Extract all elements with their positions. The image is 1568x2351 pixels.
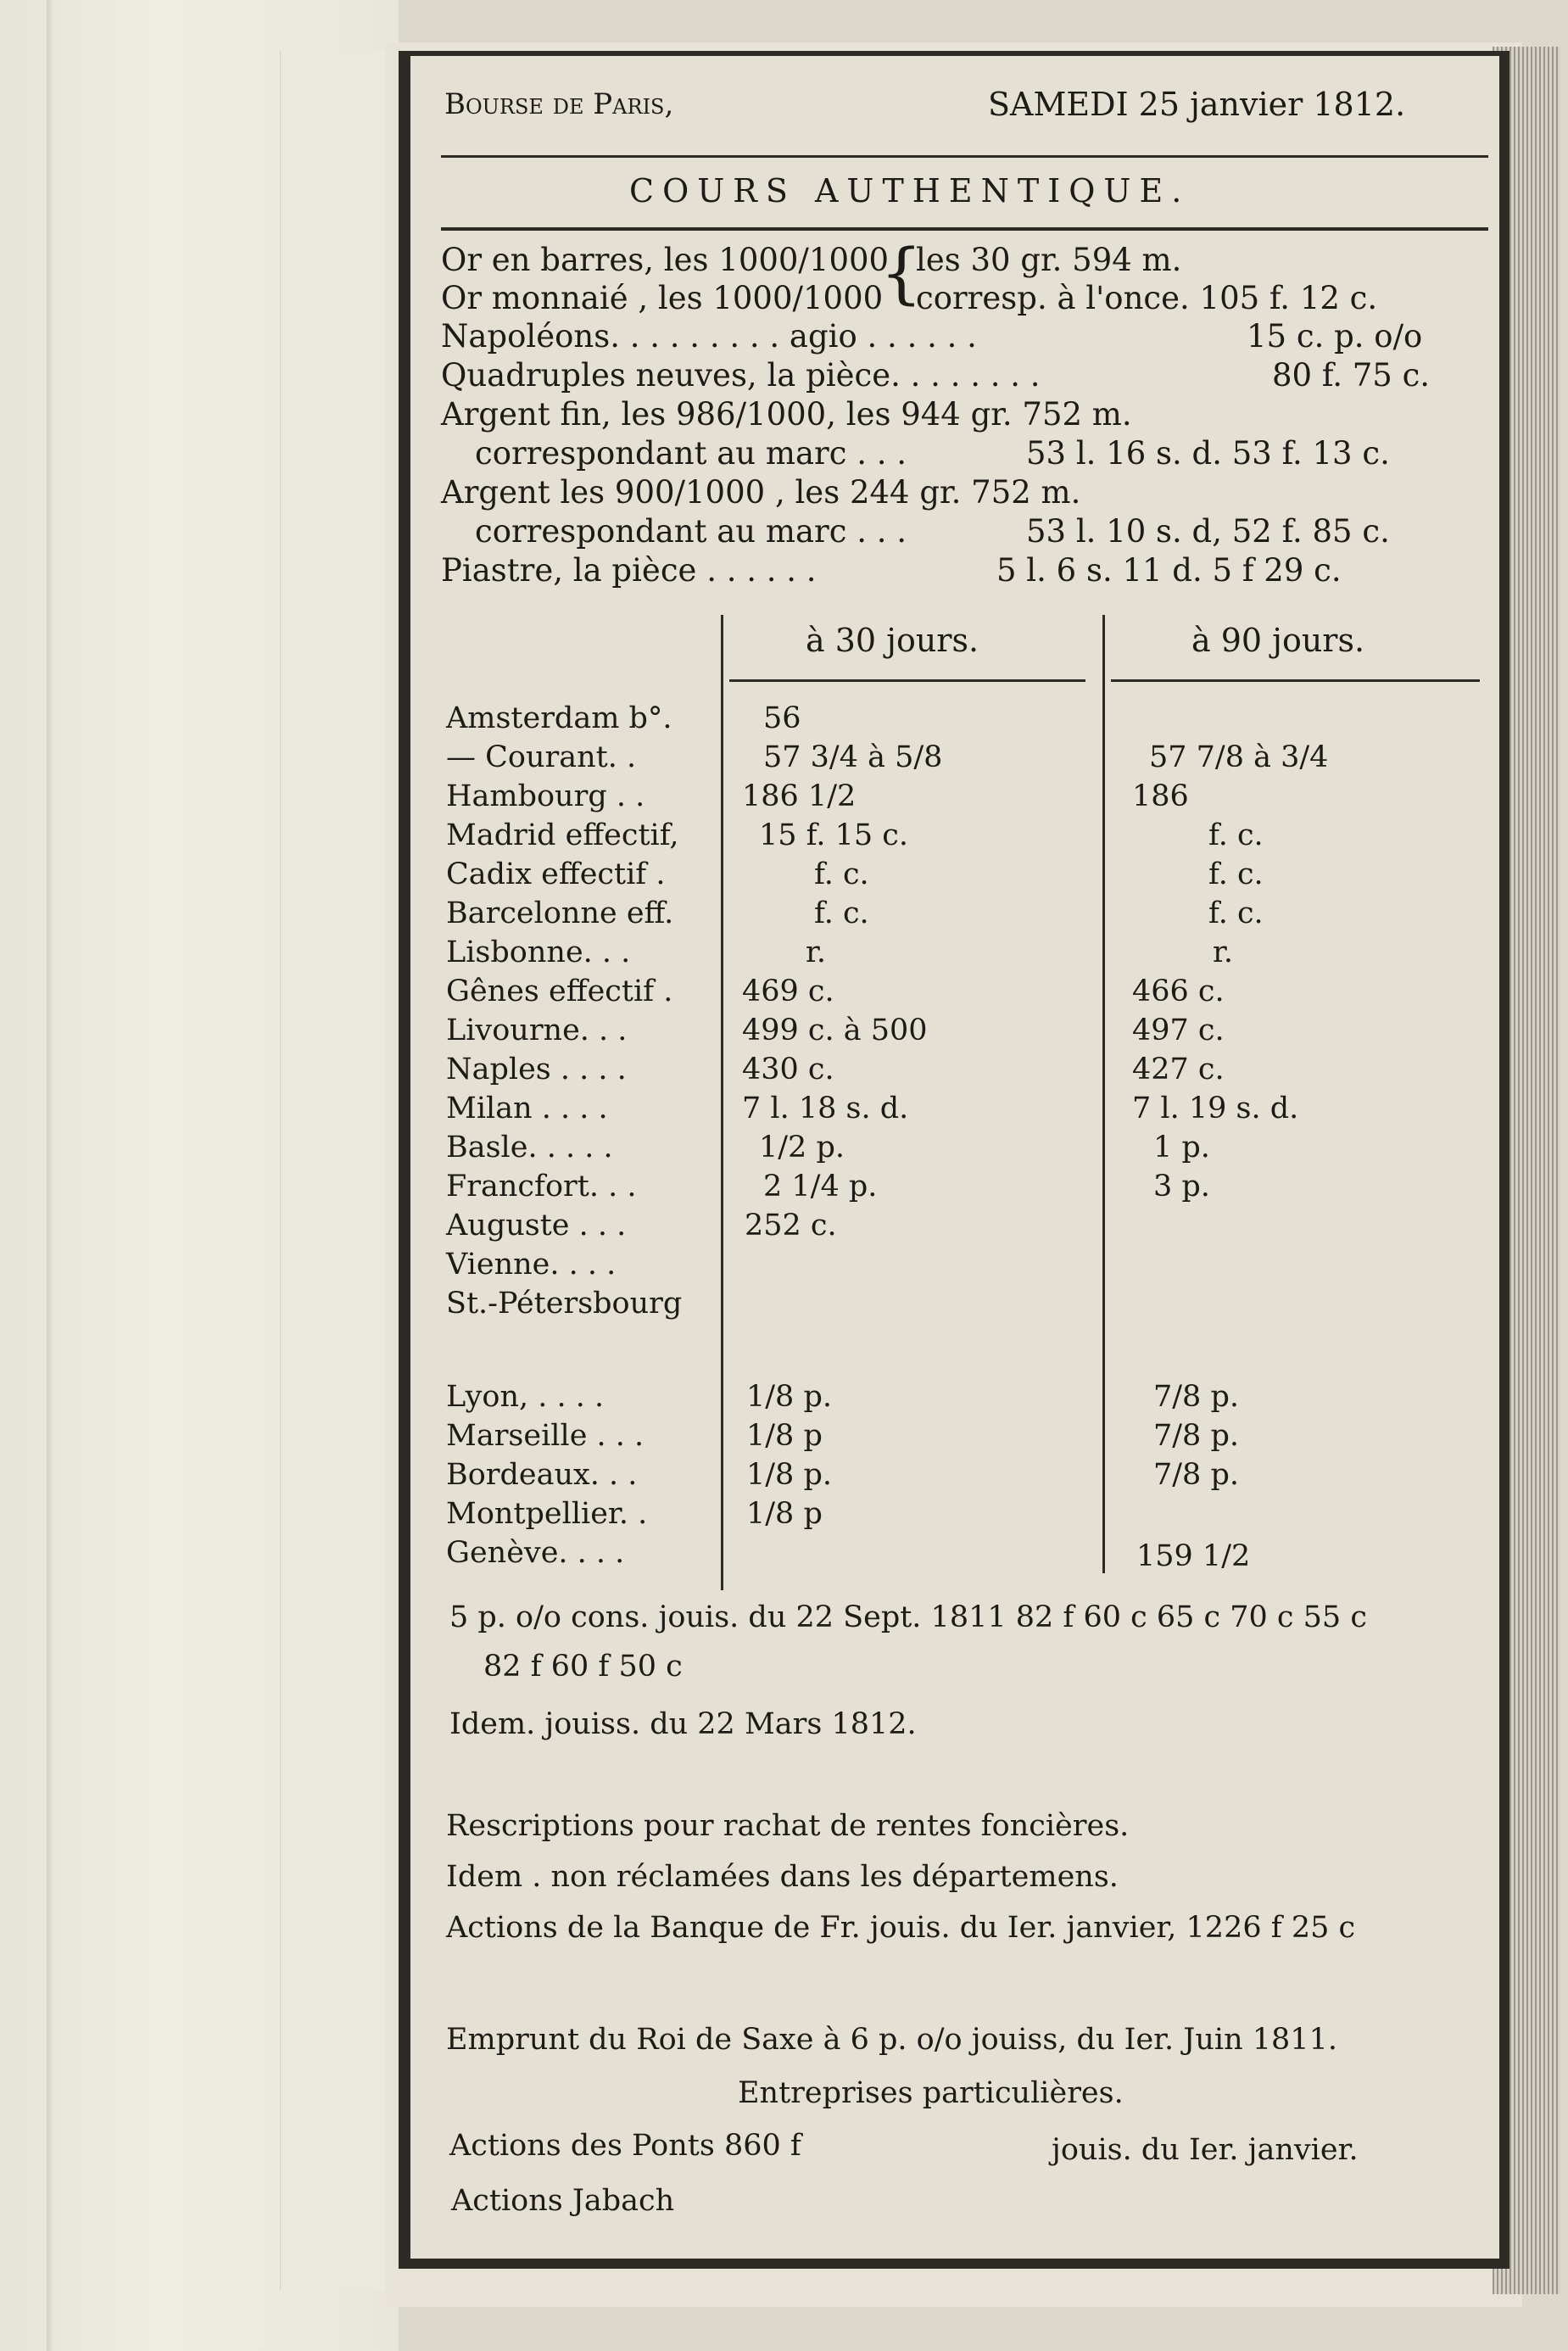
exchange-place: Francfort. . . xyxy=(446,1170,637,1203)
exchange-place: Gênes effectif . xyxy=(446,974,673,1008)
domestic-place: Bordeaux. . . xyxy=(446,1458,638,1492)
exchange-place: Milan . . . . xyxy=(446,1092,608,1125)
domestic-90: 7/8 p. xyxy=(1153,1458,1239,1492)
exchange-30: f. c. xyxy=(814,857,869,891)
exchange-90: 3 p. xyxy=(1153,1170,1210,1203)
metals-value: corresp. à l'once. 105 f. 12 c. xyxy=(916,280,1378,316)
exchange-30: 57 3/4 à 5/8 xyxy=(763,740,943,774)
col-30-header: à 30 jours. xyxy=(806,622,979,659)
metals-value: 53 l. 16 s. d. 53 f. 13 c. xyxy=(1026,435,1390,472)
exchange-30: 499 c. à 500 xyxy=(742,1014,928,1047)
exchange-place: Madrid effectif, xyxy=(446,818,679,852)
exchange-30: r. xyxy=(806,935,827,969)
exchange-90: 497 c. xyxy=(1132,1014,1225,1047)
domestic-place: Genève. . . . xyxy=(446,1536,625,1570)
metals-row: Or en barres, les 1000/1000 xyxy=(441,242,890,278)
col-90-header: à 90 jours. xyxy=(1191,622,1365,659)
funds-line: Emprunt du Roi de Saxe à 6 p. o/o jouiss, du Ier. Juin 1811. xyxy=(446,2023,1337,2057)
book-gutter xyxy=(47,0,53,2351)
exchange-30: 430 c. xyxy=(742,1053,834,1086)
exchange-30: 15 f. 15 c. xyxy=(759,818,909,852)
funds-line: jouis. du Ier. janvier. xyxy=(1052,2133,1359,2167)
metals-row: Piastre, la pièce . . . . . . xyxy=(441,552,817,589)
header-left: Bourse de Paris, xyxy=(444,87,674,121)
metals-row: Argent les 900/1000 , les 244 gr. 752 m. xyxy=(441,474,1081,511)
funds-line: Actions des Ponts 860 f xyxy=(449,2129,801,2163)
exchange-90: f. c. xyxy=(1208,896,1264,930)
brace-glyph: { xyxy=(880,236,923,312)
exchange-30: 252 c. xyxy=(745,1209,837,1243)
page-title: COURS AUTHENTIQUE. xyxy=(629,172,1191,209)
exchange-30: 1/2 p. xyxy=(759,1131,845,1164)
exchange-place: St.-Pétersbourg xyxy=(446,1287,683,1321)
exchange-30: f. c. xyxy=(814,896,869,930)
domestic-30: 1/8 p xyxy=(746,1497,823,1531)
metals-value: les 30 gr. 594 m. xyxy=(916,242,1182,278)
exchange-place: Amsterdam b°. xyxy=(446,701,672,735)
metals-row: Napoléons. . . . . . . . . agio . . . . . . xyxy=(441,318,977,355)
exchange-place: Basle. . . . . xyxy=(446,1131,613,1164)
metals-row: correspondant au marc . . . xyxy=(475,513,907,550)
exchange-place: Naples . . . . xyxy=(446,1053,627,1086)
metals-value: 53 l. 10 s. d, 52 f. 85 c. xyxy=(1026,513,1390,550)
exchange-30: 186 1/2 xyxy=(742,779,857,813)
exchange-place: Lisbonne. . . xyxy=(446,935,631,969)
exchange-90: 186 xyxy=(1132,779,1189,813)
exchange-90: r. xyxy=(1213,935,1234,969)
header-date: SAMEDI 25 janvier 1812. xyxy=(988,86,1406,123)
metals-row: Quadruples neuves, la pièce. . . . . . . . xyxy=(441,357,1041,394)
funds-line: Rescriptions pour rachat de rentes foncières. xyxy=(446,1809,1130,1843)
metals-row: Argent fin, les 986/1000, les 944 gr. 752 m. xyxy=(441,396,1132,433)
funds-line: 82 f 60 f 50 c xyxy=(483,1650,683,1684)
domestic-place: Lyon, . . . . xyxy=(446,1380,605,1414)
funds-line: Idem. jouiss. du 22 Mars 1812. xyxy=(449,1707,917,1741)
domestic-place: Marseille . . . xyxy=(446,1419,644,1453)
metals-row: Or monnaié , les 1000/1000 xyxy=(441,280,884,316)
metals-value: 15 c. p. o/o xyxy=(1247,318,1423,355)
exchange-90: f. c. xyxy=(1208,857,1264,891)
domestic-90: 159 1/2 xyxy=(1136,1539,1251,1573)
exchange-30: 56 xyxy=(763,701,801,735)
exchange-place: Auguste . . . xyxy=(446,1209,627,1243)
title-rule xyxy=(441,227,1488,231)
funds-line: Actions de la Banque de Fr. jouis. du Ier. janvier, 1226 f 25 c xyxy=(446,1911,1356,1945)
flyleaf xyxy=(280,51,399,2290)
domestic-place: Montpellier. . xyxy=(446,1497,648,1531)
exchange-30: 7 l. 18 s. d. xyxy=(742,1092,909,1125)
exchange-30: 469 c. xyxy=(742,974,834,1008)
exchange-90: f. c. xyxy=(1208,818,1264,852)
funds-line: 5 p. o/o cons. jouis. du 22 Sept. 1811 82 f 60 c 65 c 70 c 55 c xyxy=(449,1600,1367,1634)
exchange-30: 2 1/4 p. xyxy=(763,1170,878,1203)
funds-heading: Entreprises particulières. xyxy=(738,2076,1124,2110)
funds-line: Idem . non réclamées dans les départemens. xyxy=(446,1860,1119,1894)
exchange-90: 427 c. xyxy=(1132,1053,1225,1086)
exchange-place: Vienne. . . . xyxy=(446,1248,617,1282)
funds-line: Actions Jabach xyxy=(451,2184,675,2218)
exchange-90: 1 p. xyxy=(1153,1131,1210,1164)
domestic-30: 1/8 p. xyxy=(746,1458,832,1492)
col-90-rule xyxy=(1111,679,1480,682)
exchange-place: Hambourg . . xyxy=(446,779,645,813)
metals-value: 80 f. 75 c. xyxy=(1272,357,1431,394)
col-30-rule xyxy=(729,679,1085,682)
exchange-place: Livourne. . . xyxy=(446,1014,628,1047)
exchange-90: 466 c. xyxy=(1132,974,1225,1008)
metals-row: correspondant au marc . . . xyxy=(475,435,907,472)
exchange-place: — Courant. . xyxy=(446,740,637,774)
header-rule xyxy=(441,155,1488,158)
exchange-place: Barcelonne eff. xyxy=(446,896,674,930)
metals-value: 5 l. 6 s. 11 d. 5 f 29 c. xyxy=(996,552,1342,589)
column-divider-left xyxy=(721,615,723,1590)
bulletin xyxy=(441,64,1493,2243)
exchange-90: 57 7/8 à 3/4 xyxy=(1149,740,1329,774)
exchange-90: 7 l. 19 s. d. xyxy=(1132,1092,1299,1125)
column-divider-right xyxy=(1102,615,1105,1573)
exchange-place: Cadix effectif . xyxy=(446,857,666,891)
domestic-90: 7/8 p. xyxy=(1153,1419,1239,1453)
domestic-30: 1/8 p xyxy=(746,1419,823,1453)
domestic-30: 1/8 p. xyxy=(746,1380,832,1414)
domestic-90: 7/8 p. xyxy=(1153,1380,1239,1414)
